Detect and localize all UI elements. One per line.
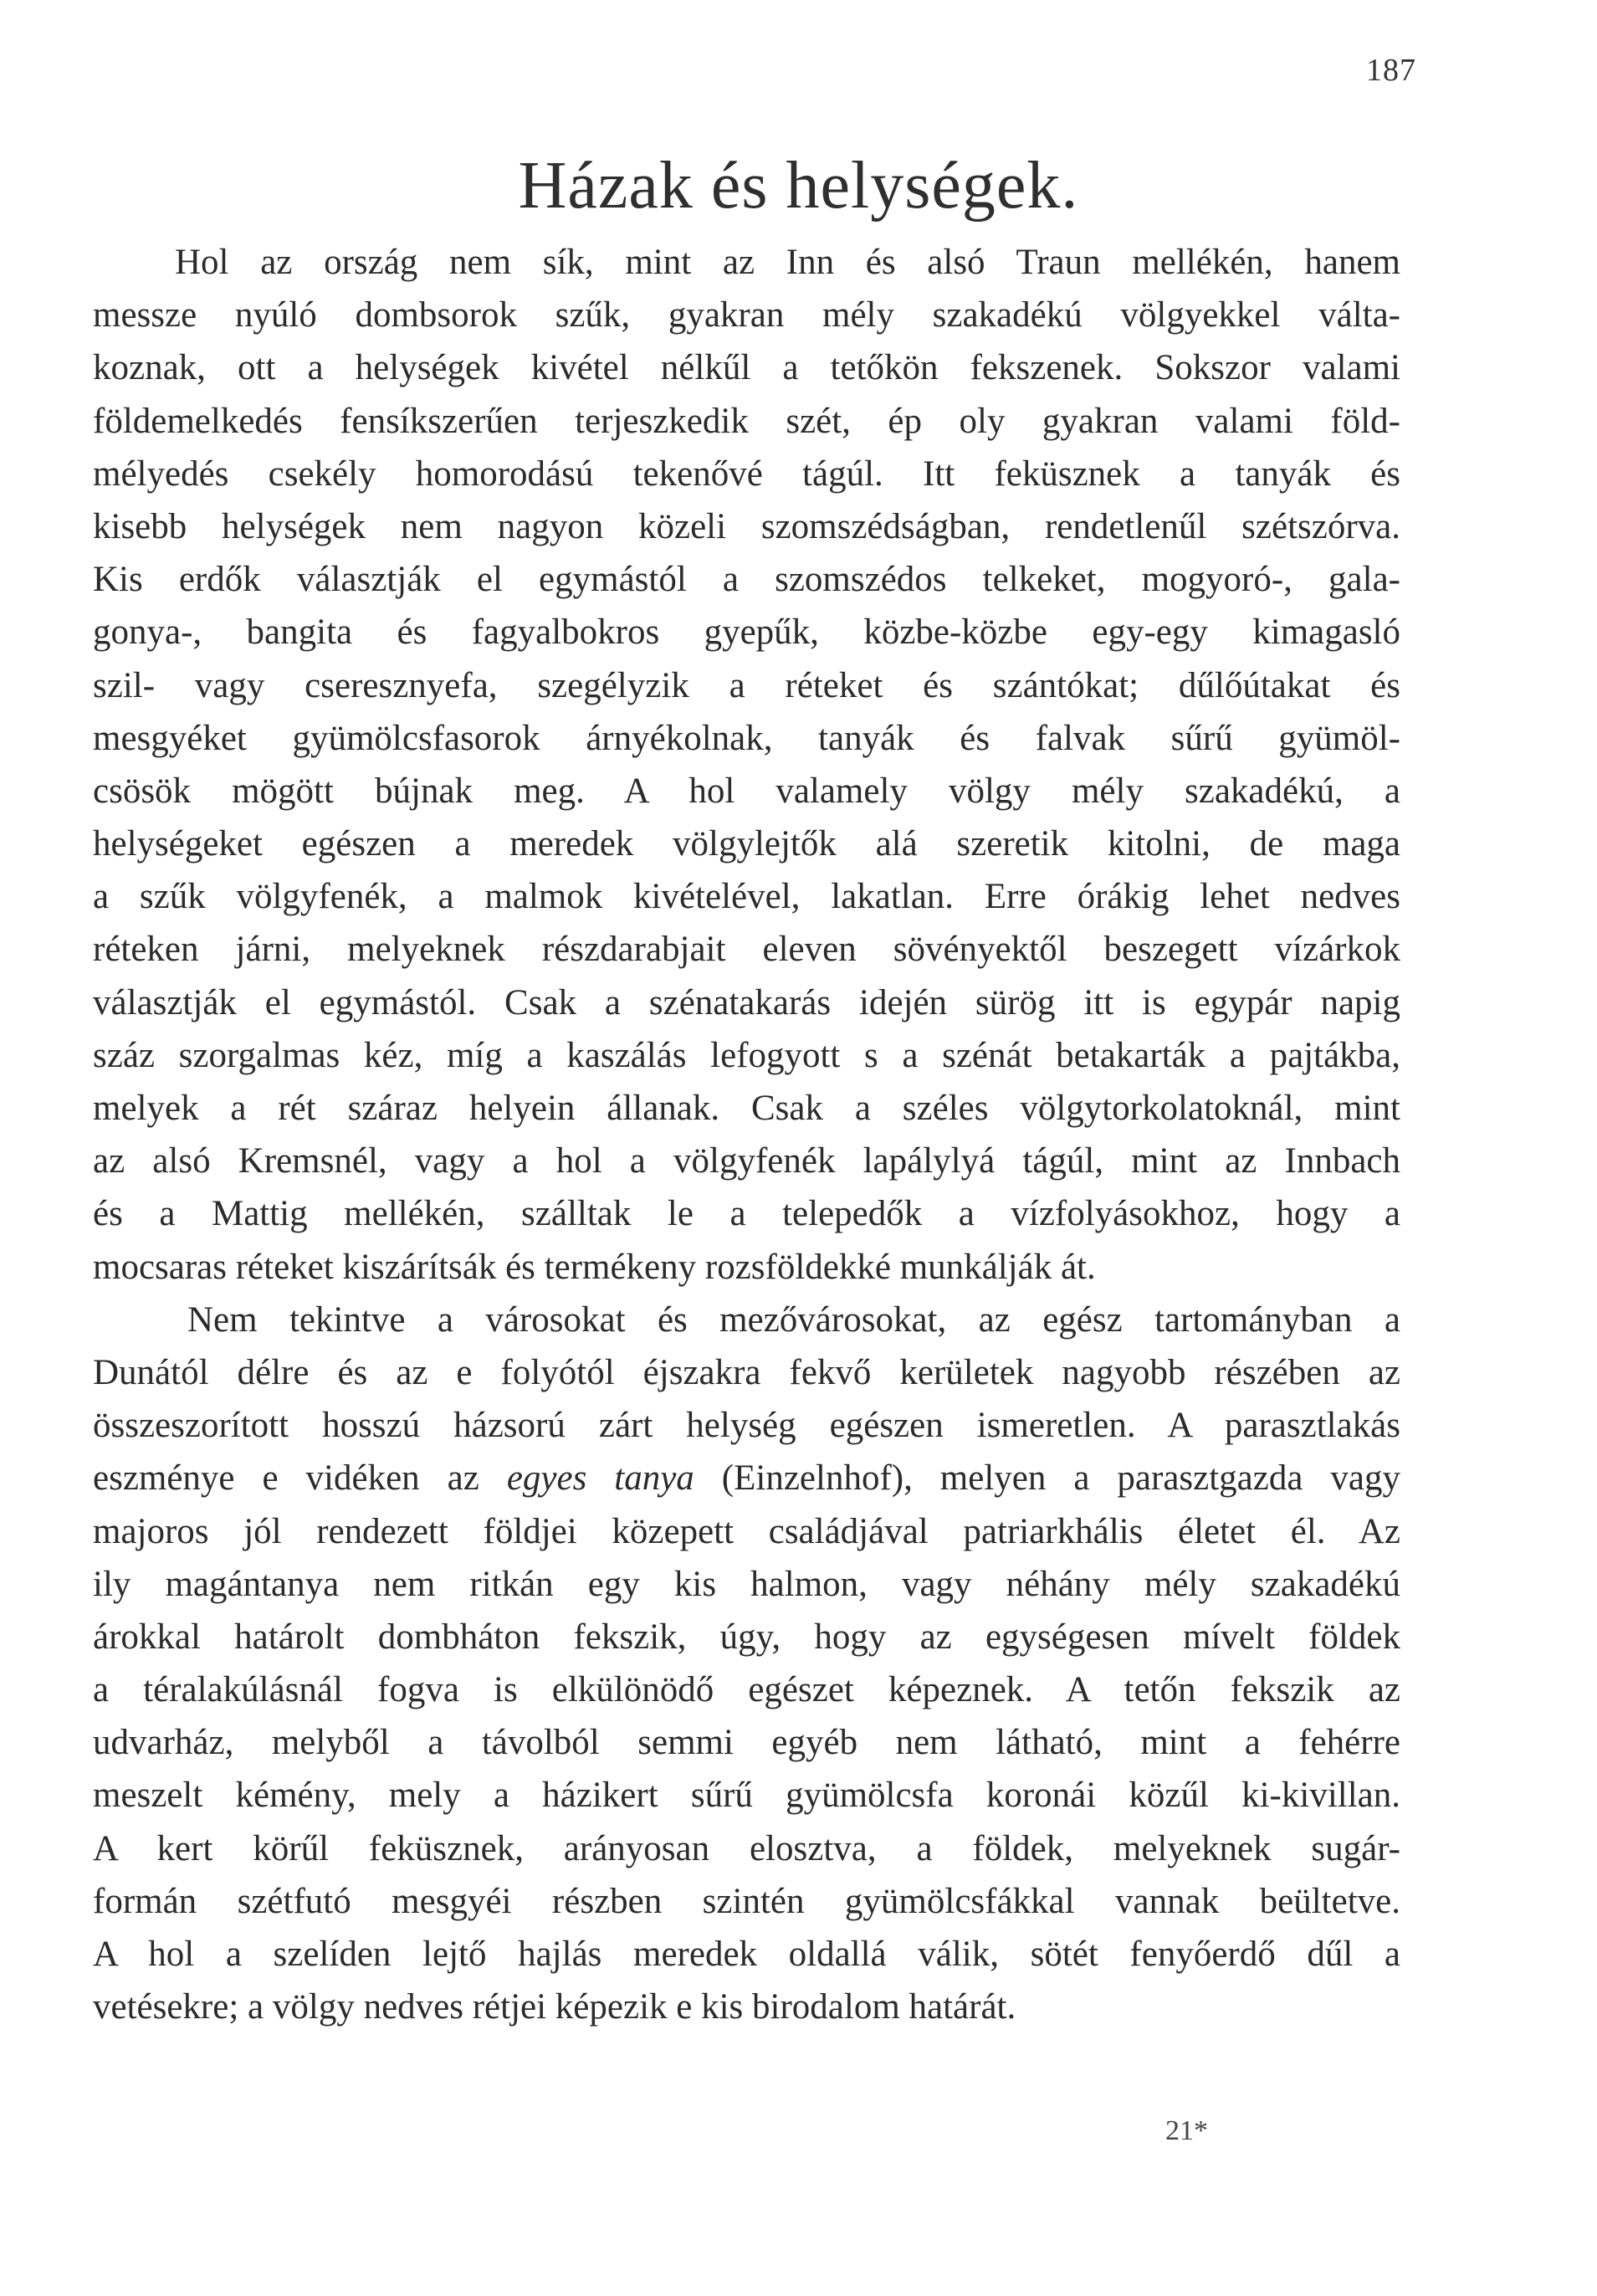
text-line: réteken járni, melyeknek részdarabjait eleven sövényektől beszegett vízárkok <box>93 930 1400 970</box>
text-line: messze nyúló dombsorok szűk, gyakran mély szakadékú völgyekkel válta- <box>93 295 1400 336</box>
text-line: mesgyéket gyümölcsfasorok árnyékolnak, tanyák és falvak sűrű gyümöl- <box>93 718 1400 758</box>
text-line: száz szorgalmas kéz, míg a kaszálás lefogyott s a szénát betakarták a pajtákba, <box>93 1035 1400 1075</box>
text-line: Nem tekintve a városokat és mezővárosokat, az egész tartományban a <box>187 1299 1400 1340</box>
text-line: és a Mattig mellékén, szálltak le a telepedők a vízfolyásokhoz, hogy a <box>93 1194 1400 1234</box>
text-line: Hol az ország nem sík, mint az Inn és alsó Traun mellékén, hanem <box>175 243 1400 282</box>
text-line: a szűk völgyfenék, a malmok kivételével, lakatlan. Erre órákig lehet nedves <box>93 877 1400 917</box>
text-line: földemelkedés fensíkszerűen terjeszkedik szét, ép oly gyakran valami föld- <box>93 401 1400 441</box>
text-line: választják el egymástól. Csak a szénatakarás idején sürög itt is egypár napig <box>93 982 1400 1022</box>
text-fragment: eszménye e vidéken az <box>93 1458 479 1499</box>
text-line: majoros jól rendezett földjei közepett családjával patriarkhális életet él. Az <box>93 1511 1400 1551</box>
text-line: Dunától délre és az e folyótól éjszakra fekvő kerületek nagyobb részében az <box>93 1352 1400 1392</box>
text-line: formán szétfutó mesgyéi részben szintén gyümölcsfákkal vannak beültetve. <box>93 1881 1400 1921</box>
text-fragment: (Einzelnhof), melyen a parasztgazda vagy <box>721 1458 1400 1499</box>
text-line-with-italic <box>93 1452 1400 1504</box>
text-line: mocsaras réteket kiszárítsák és termékeny rozsföldekké munkálják át. <box>93 1247 1096 1287</box>
text-line: a téralakúlásnál fogva is elkülönödő egészet képeznek. A tetőn fekszik az <box>93 1670 1400 1710</box>
text-line: A hol a szelíden lejtő hajlás meredek oldallá válik, sötét fenyőerdő dűl a <box>93 1935 1400 1974</box>
signature-mark: 21* <box>1165 2115 1208 2146</box>
text-line: A kert körűl feküsznek, arányosan elosztva, a földek, melyeknek sugár- <box>93 1828 1400 1868</box>
text-line: melyek a rét száraz helyein állanak. Csak a széles völgytorkolatoknál, mint <box>93 1089 1400 1128</box>
text-line: koznak, ott a helységek kivétel nélkűl a tetőkön fekszenek. Sokszor valami <box>93 348 1400 388</box>
text-line: az alsó Kremsnél, vagy a hol a völgyfenék lapálylyá tágúl, mint az Innbach <box>93 1141 1400 1181</box>
text-line: árokkal határolt dombháton fekszik, úgy, hogy az egységesen mívelt földek <box>93 1617 1400 1657</box>
text-line: meszelt kémény, mely a házikert sűrű gyümölcsfa koronái közűl ki-kivillan. <box>93 1776 1400 1816</box>
text-line: Kis erdők választják el egymástól a szomszédos telkeket, mogyoró-, gala- <box>93 560 1400 600</box>
text-line: gonya-, bangita és fagyalbokros gyepűk, közbe-közbe egy-egy kimagasló <box>93 612 1400 653</box>
page-number: 187 <box>1366 53 1416 88</box>
text-line: kisebb helységek nem nagyon közeli szomszédságban, rendetlenűl szétszórva. <box>93 506 1400 546</box>
text-line: udvarház, melyből a távolból semmi egyéb nem látható, mint a fehérre <box>93 1723 1400 1763</box>
text-line: mélyedés csekély homorodású tekenővé tágúl. Itt feküsznek a tanyák és <box>93 454 1400 494</box>
page-title: Házak és helységek. <box>518 149 1079 223</box>
text-line: szil- vagy cseresznyefa, szegélyzik a réteket és szántókat; dűlőútakat és <box>93 665 1400 705</box>
text-line: vetésekre; a völgy nedves rétjei képezik e kis birodalom határát. <box>93 1987 1016 2027</box>
text-line: összeszorított hosszú házsorú zárt helység egészen ismeretlen. A parasztlakás <box>93 1406 1400 1446</box>
body-text <box>93 236 1400 2033</box>
italic-term: egyes tanya <box>506 1458 694 1499</box>
text-line: ily magántanya nem ritkán egy kis halmon, vagy néhány mély szakadékú <box>93 1564 1400 1604</box>
text-line: csösök mögött bújnak meg. A hol valamely völgy mély szakadékú, a <box>93 771 1400 811</box>
text-line: helységeket egészen a meredek völgylejtők alá szeretik kitolni, de maga <box>93 824 1400 864</box>
